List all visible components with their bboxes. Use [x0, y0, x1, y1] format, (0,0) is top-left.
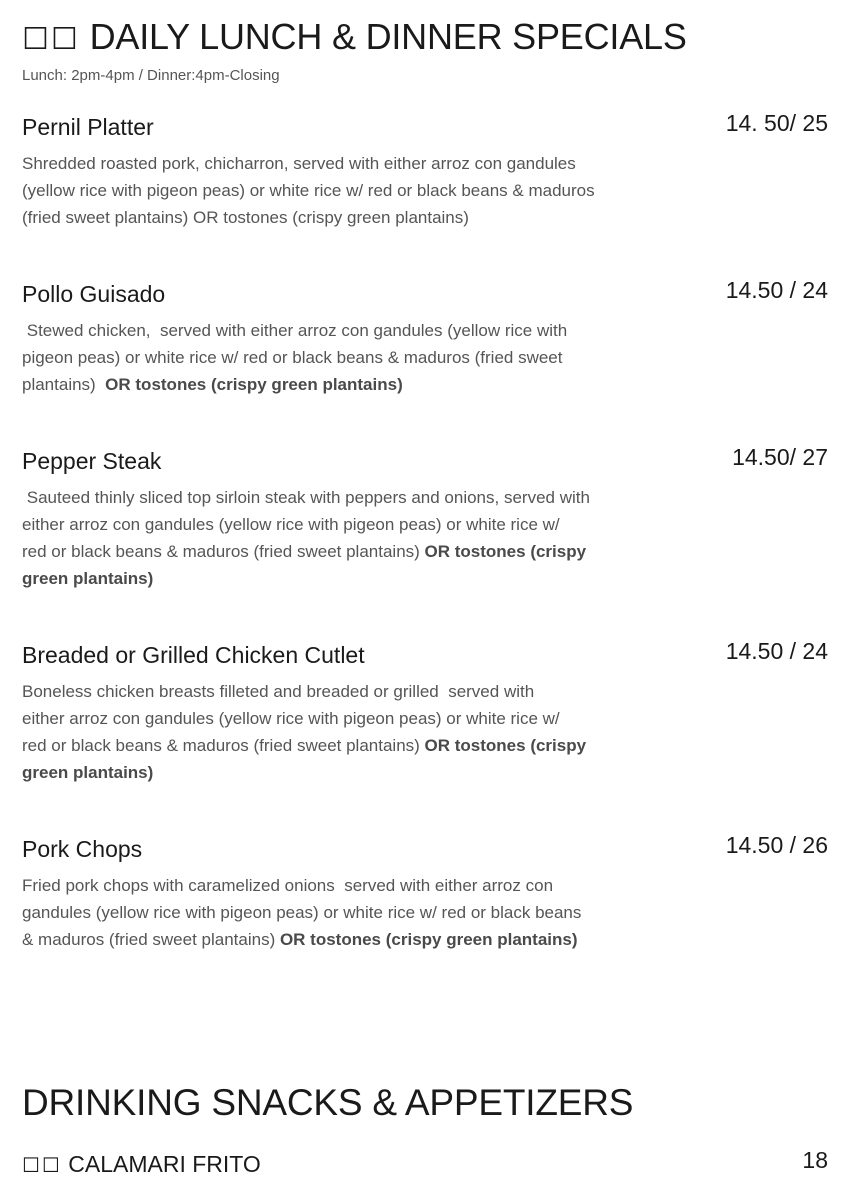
desc-line: plantains)	[22, 375, 106, 394]
item-placeholder-icon: ☐☐	[22, 1153, 62, 1177]
item-description	[22, 150, 617, 231]
desc-line: pigeon peas) or white rice w/ red or black beans & maduros (fried sweet	[22, 348, 563, 367]
desc-line: either arroz con gandules (yellow rice with pigeon peas) or white rice w/	[22, 515, 560, 534]
item-name: Pork Chops	[22, 836, 143, 862]
desc-line: gandules (yellow rice with pigeon peas) or white rice w/ red or black beans	[22, 903, 582, 922]
desc-bold-option: OR tostones (crispy green plantains)	[279, 930, 578, 949]
item-price: 14.50/ 27	[732, 444, 828, 470]
item-price: 14.50 / 24	[725, 638, 828, 664]
item-description	[22, 484, 617, 592]
title-placeholder-icon: ☐☐	[22, 22, 80, 57]
desc-line: either arroz con gandules (yellow rice with pigeon peas) or white rice w/	[22, 709, 560, 728]
desc-line: Boneless chicken breasts filleted and breaded or grilled served with	[22, 682, 535, 701]
desc-line: (yellow rice with pigeon peas) or white rice w/ red or black beans & maduros	[22, 181, 595, 200]
desc-bold-option: OR tostones (crispy green plantains)	[22, 736, 591, 782]
item-price: 14. 50/ 25	[725, 110, 828, 136]
desc-line: red or black beans & maduros (fried sweet plantains)	[22, 542, 425, 561]
item-description	[22, 872, 617, 953]
desc-line: & maduros (fried sweet plantains)	[22, 930, 280, 949]
item-name: Pepper Steak	[22, 448, 162, 474]
desc-line: red or black beans & maduros (fried sweet plantains)	[22, 736, 425, 755]
page-title	[22, 16, 687, 58]
item-price: 18	[802, 1147, 828, 1173]
item-description	[22, 317, 617, 398]
title-text: DAILY LUNCH & DINNER SPECIALS	[89, 16, 687, 57]
item-name: Breaded or Grilled Chicken Cutlet	[22, 642, 365, 668]
desc-line: Stewed chicken, served with either arroz con gandules (yellow rice with	[22, 321, 568, 340]
desc-line: Shredded roasted pork, chicharron, served with either arroz con gandules	[22, 154, 576, 173]
item-name: Pollo Guisado	[22, 281, 166, 307]
snacks-section-title: DRINKING SNACKS & APPETIZERS	[22, 1082, 634, 1123]
item-name-text: CALAMARI FRITO	[68, 1151, 261, 1177]
item-name: Pernil Platter	[22, 114, 154, 140]
item-name	[22, 1151, 261, 1178]
service-hours: Lunch: 2pm-4pm / Dinner:4pm-Closing	[22, 67, 280, 84]
desc-line: (fried sweet plantains) OR tostones (crispy green plantains)	[22, 208, 469, 227]
desc-bold-option: OR tostones (crispy green plantains)	[105, 375, 403, 394]
desc-line: Sauteed thinly sliced top sirloin steak with peppers and onions, served with	[22, 488, 590, 507]
item-description	[22, 678, 617, 786]
item-price: 14.50 / 26	[725, 832, 828, 858]
desc-bold-option: OR tostones (crispy green plantains)	[22, 542, 591, 588]
desc-line: Fried pork chops with caramelized onions served with either arroz con	[22, 876, 554, 895]
item-price: 14.50 / 24	[725, 277, 828, 303]
